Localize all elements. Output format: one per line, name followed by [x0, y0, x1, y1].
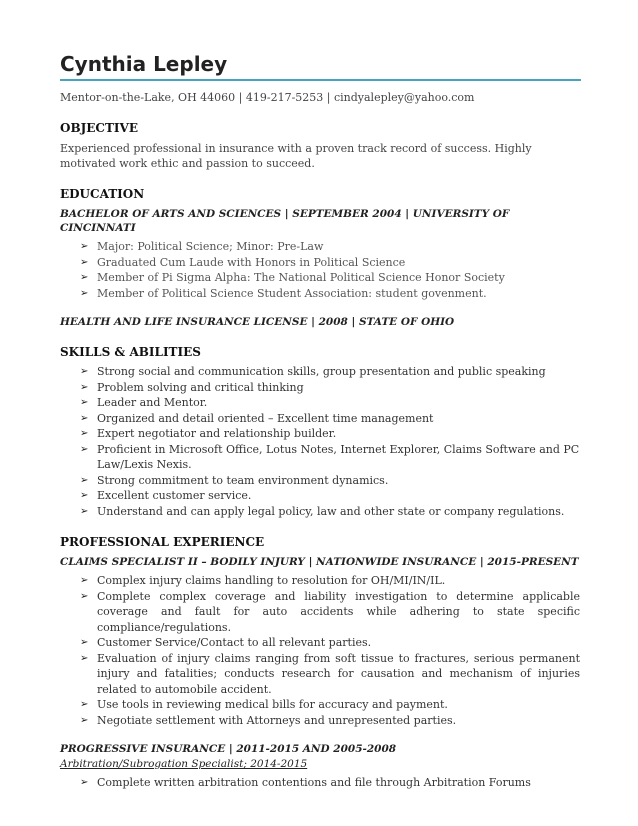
list-item [80, 426, 580, 442]
arrow-bullet-icon: ➢ [80, 777, 89, 788]
list-item [80, 775, 580, 791]
list-item-text: Strong social and communication skills, group presentation and public speaking [97, 365, 546, 378]
list-item [80, 697, 580, 713]
list-item-text: Expert negotiator and relationship builder. [97, 427, 337, 440]
skills-title: SKILLS & ABILITIES [60, 345, 201, 359]
list-item [80, 573, 580, 589]
list-item-text: Understand and can apply legal policy, law and other state or company regulations. [97, 504, 565, 518]
arrow-bullet-icon: ➢ [80, 637, 89, 648]
skills-list [60, 364, 582, 519]
arrow-bullet-icon: ➢ [80, 428, 89, 439]
list-item [80, 364, 580, 380]
list-item-text: Use tools in reviewing medical bills for accuracy and payment. [97, 698, 448, 711]
candidate-name: Cynthia Lepley [60, 52, 228, 76]
list-item-text: Customer Service/Contact to all relevant parties. [97, 636, 372, 649]
list-item [80, 442, 580, 473]
list-item [80, 255, 580, 271]
job2-heading: PROGRESSIVE INSURANCE | 2011-2015 AND 2005-2008 [60, 743, 397, 755]
arrow-bullet-icon: ➢ [80, 699, 89, 710]
list-item [80, 488, 580, 504]
list-item [80, 411, 580, 427]
arrow-bullet-icon: ➢ [80, 443, 89, 455]
license-line: HEALTH AND LIFE INSURANCE LICENSE | 2008 | STATE OF OHIO [60, 316, 455, 328]
list-item [80, 713, 580, 729]
arrow-bullet-icon: ➢ [80, 256, 89, 268]
list-item-text: Strong commitment to team environment dynamics. [97, 473, 389, 487]
arrow-bullet-icon: ➢ [80, 381, 89, 393]
education-list [60, 239, 582, 301]
list-item-text: Leader and Mentor. [97, 396, 208, 409]
arrow-bullet-icon: ➢ [80, 272, 89, 283]
list-item-text: Excellent customer service. [97, 489, 252, 502]
experience-title: PROFESSIONAL EXPERIENCE [60, 535, 265, 549]
arrow-bullet-icon: ➢ [80, 412, 89, 424]
header-rule [60, 79, 581, 81]
list-item-text: Member of Pi Sigma Alpha: The National Political Science Honor Society [97, 271, 505, 284]
education-degree: BACHELOR OF ARTS AND SCIENCES | SEPTEMBER 2004 | UNIVERSITY OF CINCINNATI [60, 208, 510, 234]
arrow-bullet-icon: ➢ [80, 575, 89, 586]
objective-text: Experienced professional in insurance with a proven track record of success. Highly motivated work ethic and passion to succeed. [60, 142, 532, 170]
list-item-text: Organized and detail oriented – Excellent time management [97, 411, 434, 425]
list-item [80, 395, 580, 411]
list-item [80, 473, 580, 489]
list-item-text: Problem solving and critical thinking [97, 380, 304, 394]
list-item-text: Member of Political Science Student Association: student govenment. [97, 286, 487, 300]
list-item [80, 380, 580, 396]
arrow-bullet-icon: ➢ [80, 241, 89, 252]
arrow-bullet-icon: ➢ [80, 397, 89, 408]
job1-heading: CLAIMS SPECIALIST II – BODILY INJURY | NATIONWIDE INSURANCE | 2015-PRESENT [60, 556, 579, 568]
list-item-text: Complex injury claims handling to resolution for OH/MI/IN/IL. [97, 574, 446, 587]
list-item [80, 504, 580, 520]
arrow-bullet-icon: ➢ [80, 490, 89, 501]
list-item-text: Negotiate settlement with Attorneys and unrepresented parties. [97, 713, 457, 727]
list-item [80, 270, 580, 286]
list-item-text: Complete written arbitration contentions and file through Arbitration Forums [97, 776, 531, 789]
arrow-bullet-icon: ➢ [80, 287, 89, 299]
arrow-bullet-icon: ➢ [80, 474, 89, 486]
list-item [80, 239, 580, 255]
arrow-bullet-icon: ➢ [80, 590, 89, 602]
list-item-text: Graduated Cum Laude with Honors in Political Science [97, 255, 406, 269]
objective-title: OBJECTIVE [60, 121, 138, 135]
list-item [80, 635, 580, 651]
contact-line: Mentor-on-the-Lake, OH 44060 | 419-217-5253 | cindyalepley@yahoo.com [60, 91, 475, 104]
list-item-text: Evaluation of injury claims ranging from soft tissue to fractures, serious permanent injury and fatalities; conducts research for causation and mechanism of injuries related to automobile accident. [97, 651, 580, 696]
education-title: EDUCATION [60, 187, 145, 201]
job2-list [60, 775, 582, 791]
list-item-text: Major: Political Science; Minor: Pre-Law [97, 240, 324, 253]
list-item [80, 286, 580, 302]
arrow-bullet-icon: ➢ [80, 652, 89, 664]
arrow-bullet-icon: ➢ [80, 714, 89, 726]
list-item-text: Complete complex coverage and liability investigation to determine applicable coverage and fault for auto accidents while adhering to state specific compliance/regulations. [97, 589, 580, 634]
list-item [80, 651, 580, 698]
arrow-bullet-icon: ➢ [80, 505, 89, 517]
list-item-text: Proficient in Microsoft Office, Lotus Notes, Internet Explorer, Claims Software and PC Law/Lexis Nexis. [97, 442, 580, 471]
list-item [80, 589, 580, 636]
job2-role: Arbitration/Subrogation Specialist; 2014-2015 [60, 758, 308, 770]
arrow-bullet-icon: ➢ [80, 366, 89, 377]
job1-list [60, 573, 582, 728]
